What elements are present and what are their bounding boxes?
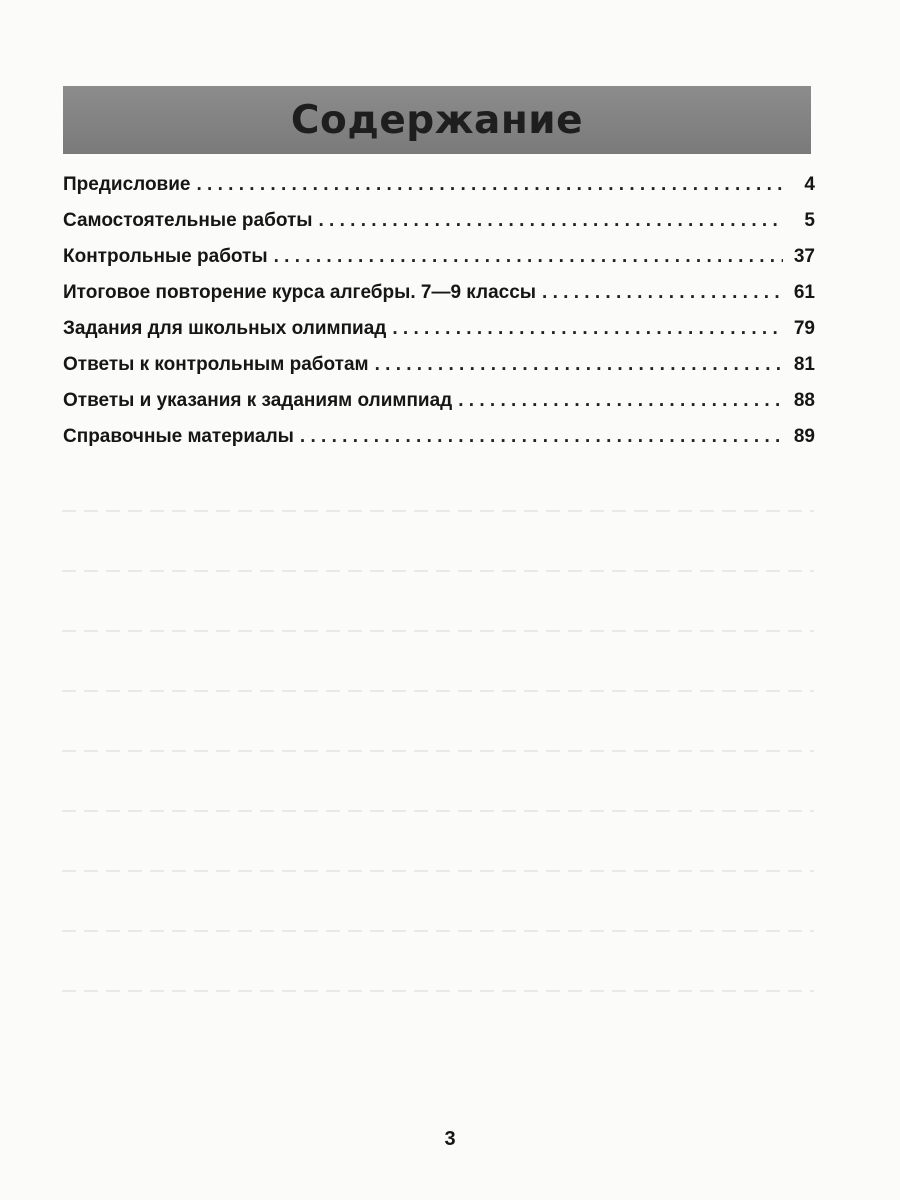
toc-entry[interactable] [63,246,815,282]
bleed-through-line [62,570,814,572]
toc-entry-page: 61 [793,282,815,303]
toc-entry-page: 37 [793,246,815,267]
dot-leader [375,354,783,376]
dot-leader [274,246,783,268]
dot-leader [319,210,784,232]
table-of-contents [63,174,815,462]
bleed-through-line [62,690,814,692]
toc-entry-label: Итоговое повторение курса алгебры. 7—9 классы [63,282,537,303]
toc-entry-label: Ответы к контрольным работам [63,354,369,375]
toc-entry[interactable] [63,354,815,390]
toc-entry-label: Задания для школьных олимпиад [63,318,387,339]
toc-entry-page: 4 [804,174,815,195]
toc-entry-page: 88 [793,390,815,411]
toc-entry-page: 81 [793,354,815,375]
dot-leader [300,426,783,448]
page-title: Содержание [290,97,584,143]
toc-entry-label: Контрольные работы [63,246,268,267]
bleed-through-line [62,810,814,812]
toc-entry-label: Справочные материалы [63,426,294,447]
toc-entry[interactable] [63,210,815,246]
toc-entry[interactable] [63,174,815,210]
toc-entry-label: Ответы и указания к заданиям олимпиад [63,390,453,411]
dot-leader [458,390,783,412]
bleed-through-line [62,990,814,992]
toc-entry-page: 89 [793,426,815,447]
toc-entry[interactable] [63,426,815,462]
bleed-through-line [62,930,814,932]
dot-leader [542,282,783,304]
toc-entry-page: 5 [804,210,815,231]
bleed-through-line [62,630,814,632]
dot-leader [392,318,783,340]
bleed-through-line [62,510,814,512]
toc-entry-page: 79 [793,318,815,339]
toc-entry[interactable] [63,282,815,318]
bleed-through-line [62,750,814,752]
bleed-through-line [62,870,814,872]
toc-entry[interactable] [63,390,815,426]
dot-leader [197,174,784,196]
toc-entry-label: Предисловие [63,174,191,195]
page-number: 3 [444,1128,456,1150]
toc-entry-label: Самостоятельные работы [63,210,313,231]
toc-entry[interactable] [63,318,815,354]
